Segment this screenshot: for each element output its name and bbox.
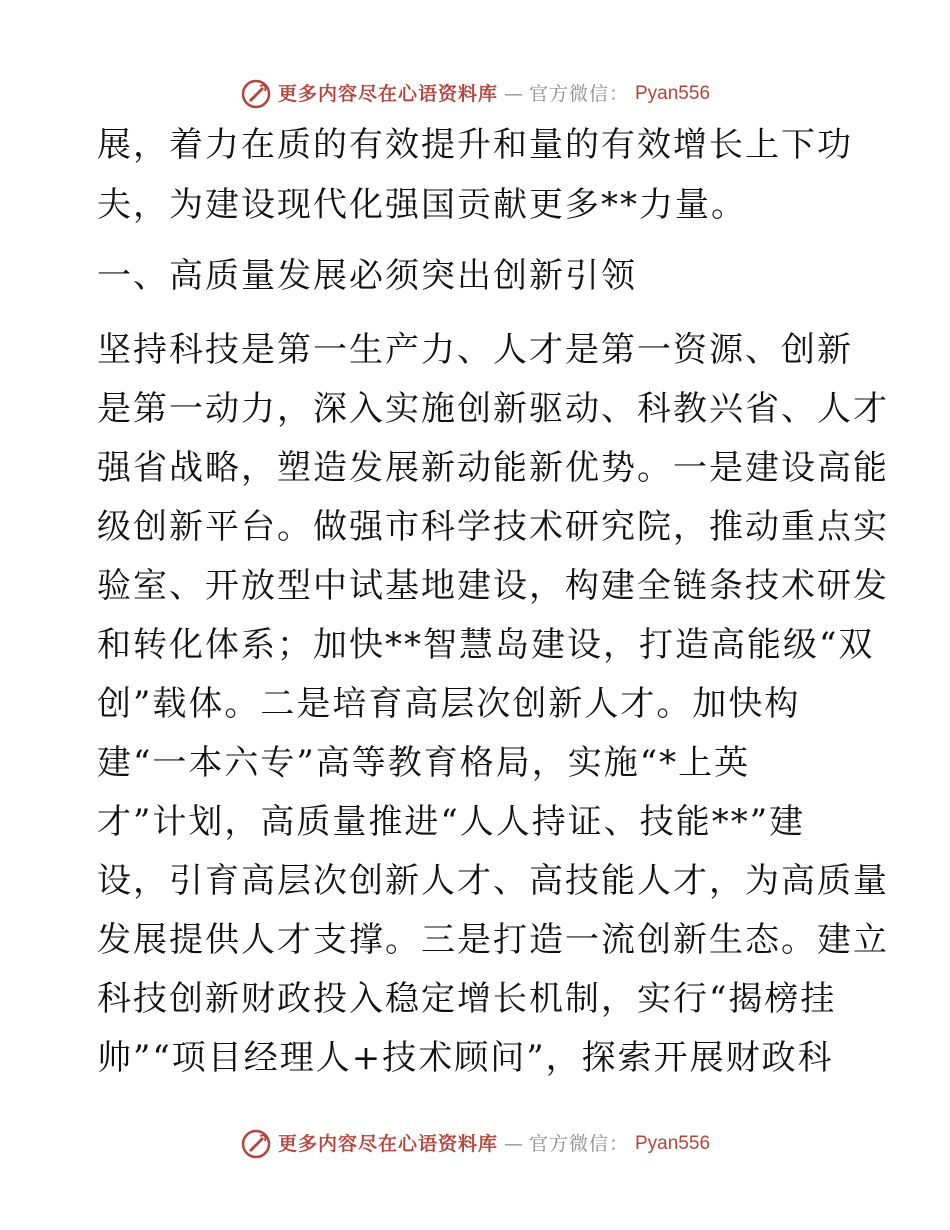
body-line: 夫，为建设现代化强国贡献更多**力量。	[97, 185, 747, 225]
watermark-wechat-label: 官方微信：	[528, 1133, 629, 1155]
body-line: 是第一动力，深入实施创新驱动、科教兴省、人才	[97, 389, 889, 429]
body-line: 帅”“项目经理人+技术顾问”，探索开展财政科	[97, 1038, 834, 1078]
body-line: 强省战略，塑造发展新动能新优势。一是建设高能	[97, 448, 889, 488]
watermark-dash: —	[503, 83, 523, 105]
header-watermark	[0, 78, 950, 110]
body-line: 科技创新财政投入稳定增长机制，实行“揭榜挂	[97, 979, 837, 1019]
quill-logo-icon	[240, 1128, 272, 1160]
body-line: 建“一本六专”高等教育格局，实施“*上英	[97, 743, 751, 783]
body-line: 设，引育高层次创新人才、高技能人才，为高质量	[97, 861, 889, 901]
body-line: 和转化体系；加快**智慧岛建设，打造高能级“双	[97, 625, 875, 665]
watermark-wechat-label: 官方微信：	[528, 83, 629, 105]
body-line: 创”载体。二是培育高层次创新人才。加快构	[97, 684, 801, 724]
footer-watermark	[0, 1128, 950, 1160]
body-line: 才”计划，高质量推进“人人持证、技能**”建	[97, 802, 806, 842]
quill-logo-icon	[240, 78, 272, 110]
watermark-wechat-id: Pyan556	[635, 83, 711, 104]
body-line: 级创新平台。做强市科学技术研究院，推动重点实	[97, 507, 889, 547]
body-line: 验室、开放型中试基地建设，构建全链条技术研发	[97, 566, 889, 606]
watermark-brand: 更多内容尽在心语资料库	[277, 1133, 498, 1155]
body-line: 坚持科技是第一生产力、人才是第一资源、创新	[97, 330, 853, 370]
watermark-dash: —	[503, 1133, 523, 1155]
section-heading: 一、高质量发展必须突出创新引领	[97, 256, 637, 296]
watermark-wechat-id: Pyan556	[635, 1133, 711, 1154]
watermark-brand: 更多内容尽在心语资料库	[277, 83, 498, 105]
body-line: 发展提供人才支撑。三是打造一流创新生态。建立	[97, 920, 889, 960]
body-line: 展，着力在质的有效提升和量的有效增长上下功	[97, 125, 853, 165]
